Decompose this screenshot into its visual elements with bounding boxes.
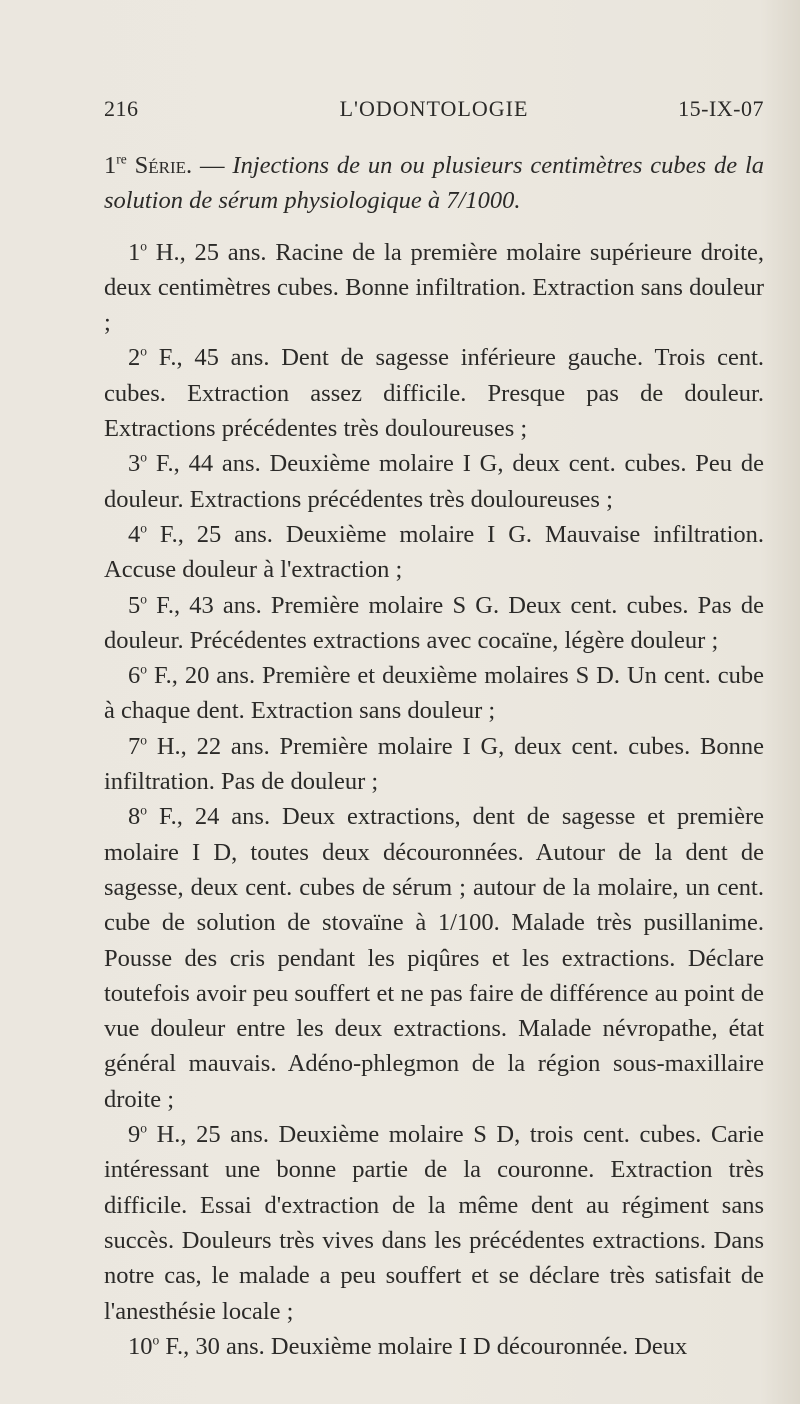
case-text: F., 20 ans. Première et deuxième molaires S D. Un cent. cube à chaque dent. Extraction sans douleur ; (104, 662, 764, 725)
case-ordinal-sup: o (140, 449, 147, 465)
running-header (104, 96, 764, 126)
case-text: F., 25 ans. Deuxième molaire I G. Mauvaise infiltration. Accuse douleur à l'extraction ; (104, 520, 765, 584)
case-ordinal-sup: o (140, 802, 147, 818)
journal-title: L'ODONTOLOGIE (339, 96, 529, 121)
case-ordinal-sup: o (140, 1120, 147, 1136)
series-number-sup: re (116, 151, 127, 167)
case-number: 4 (128, 520, 141, 548)
case-number: 10 (128, 1332, 153, 1360)
case-ordinal-sup: o (140, 344, 147, 360)
case-ordinal-sup: o (152, 1332, 160, 1348)
case-entry (104, 1117, 764, 1329)
case-entry (104, 340, 764, 446)
case-text: H., 22 ans. Première molaire I G, deux cent. cubes. Bonne infiltration. Pas de douleur ; (104, 732, 765, 796)
case-entry (104, 658, 764, 729)
case-number: 1 (128, 238, 141, 266)
case-list (104, 235, 764, 1365)
case-ordinal-sup: o (140, 520, 147, 536)
case-number: 3 (128, 450, 141, 478)
series-heading (104, 148, 764, 219)
case-entry (104, 1329, 764, 1364)
page-body (104, 148, 764, 1364)
case-ordinal-sup: o (140, 732, 147, 748)
case-entry (104, 517, 764, 588)
case-number: 5 (128, 591, 141, 619)
page-number: 216 (104, 96, 139, 121)
series-label: Série. (134, 152, 193, 179)
series-dash: — (192, 152, 233, 179)
case-text: F., 45 ans. Dent de sagesse inférieure gauche. Trois cent. cubes. Extraction assez difficile. Presque pas de douleur. Extractions précédentes très douloureuses ; (104, 344, 765, 443)
case-ordinal-sup: o (140, 661, 147, 677)
series-title: Injections de un ou plusieurs centimètres cubes de la solution de sérum physiologique à 7/1000. (104, 152, 765, 215)
case-text: F., 43 ans. Première molaire S G. Deux cent. cubes. Pas de douleur. Précédentes extractions avec cocaïne, légère douleur ; (104, 591, 764, 654)
case-text: F., 30 ans. Deuxième molaire I D découronnée. Deux (165, 1332, 688, 1360)
case-entry (104, 729, 764, 800)
case-text: F., 44 ans. Deuxième molaire I G, deux cent. cubes. Peu de douleur. Extractions précédentes très douloureuses ; (104, 450, 764, 513)
case-number: 9 (128, 1121, 141, 1149)
case-entry (104, 235, 764, 341)
case-number: 8 (128, 803, 141, 831)
case-entry (104, 446, 764, 517)
case-text: F., 24 ans. Deux extractions, dent de sagesse et première molaire I D, toutes deux découronnées. Autour de la dent de sagesse, deux cent. cubes de sérum ; autour de la molaire, un cent. cube de solution de stovaïne à 1/100. Malade très pusillanime. Pousse des cris pendant les piqûres et les extractions. Déclare toutefois avoir peu souffert et ne pas faire de différence au point de vue douleur entre les deux extractions. Malade névropathe, état général mauvais. Adéno-phlegmon de la région sous-maxillaire droite ; (104, 803, 764, 1113)
case-ordinal-sup: o (140, 591, 147, 607)
case-number: 7 (128, 732, 141, 760)
case-entry (104, 588, 764, 659)
issue-date: 15-IX-07 (678, 96, 764, 121)
case-entry (104, 799, 764, 1117)
case-text: H., 25 ans. Deuxième molaire S D, trois cent. cubes. Carie intéressant une bonne partie de la couronne. Extraction très difficile. Essai d'extraction de la même dent au régiment sans succès. Douleurs très vives dans les précédentes extractions. Dans notre cas, le malade a peu souffert et se déclare très satisfait de l'anesthésie locale ; (104, 1121, 765, 1325)
case-text: H., 25 ans. Racine de la première molaire supérieure droite, deux centimètres cubes. Bonne infiltration. Extraction sans douleur ; (104, 238, 764, 337)
case-ordinal-sup: o (140, 238, 147, 254)
case-number: 2 (128, 344, 141, 372)
case-number: 6 (128, 662, 141, 690)
series-number: 1 (104, 152, 117, 179)
